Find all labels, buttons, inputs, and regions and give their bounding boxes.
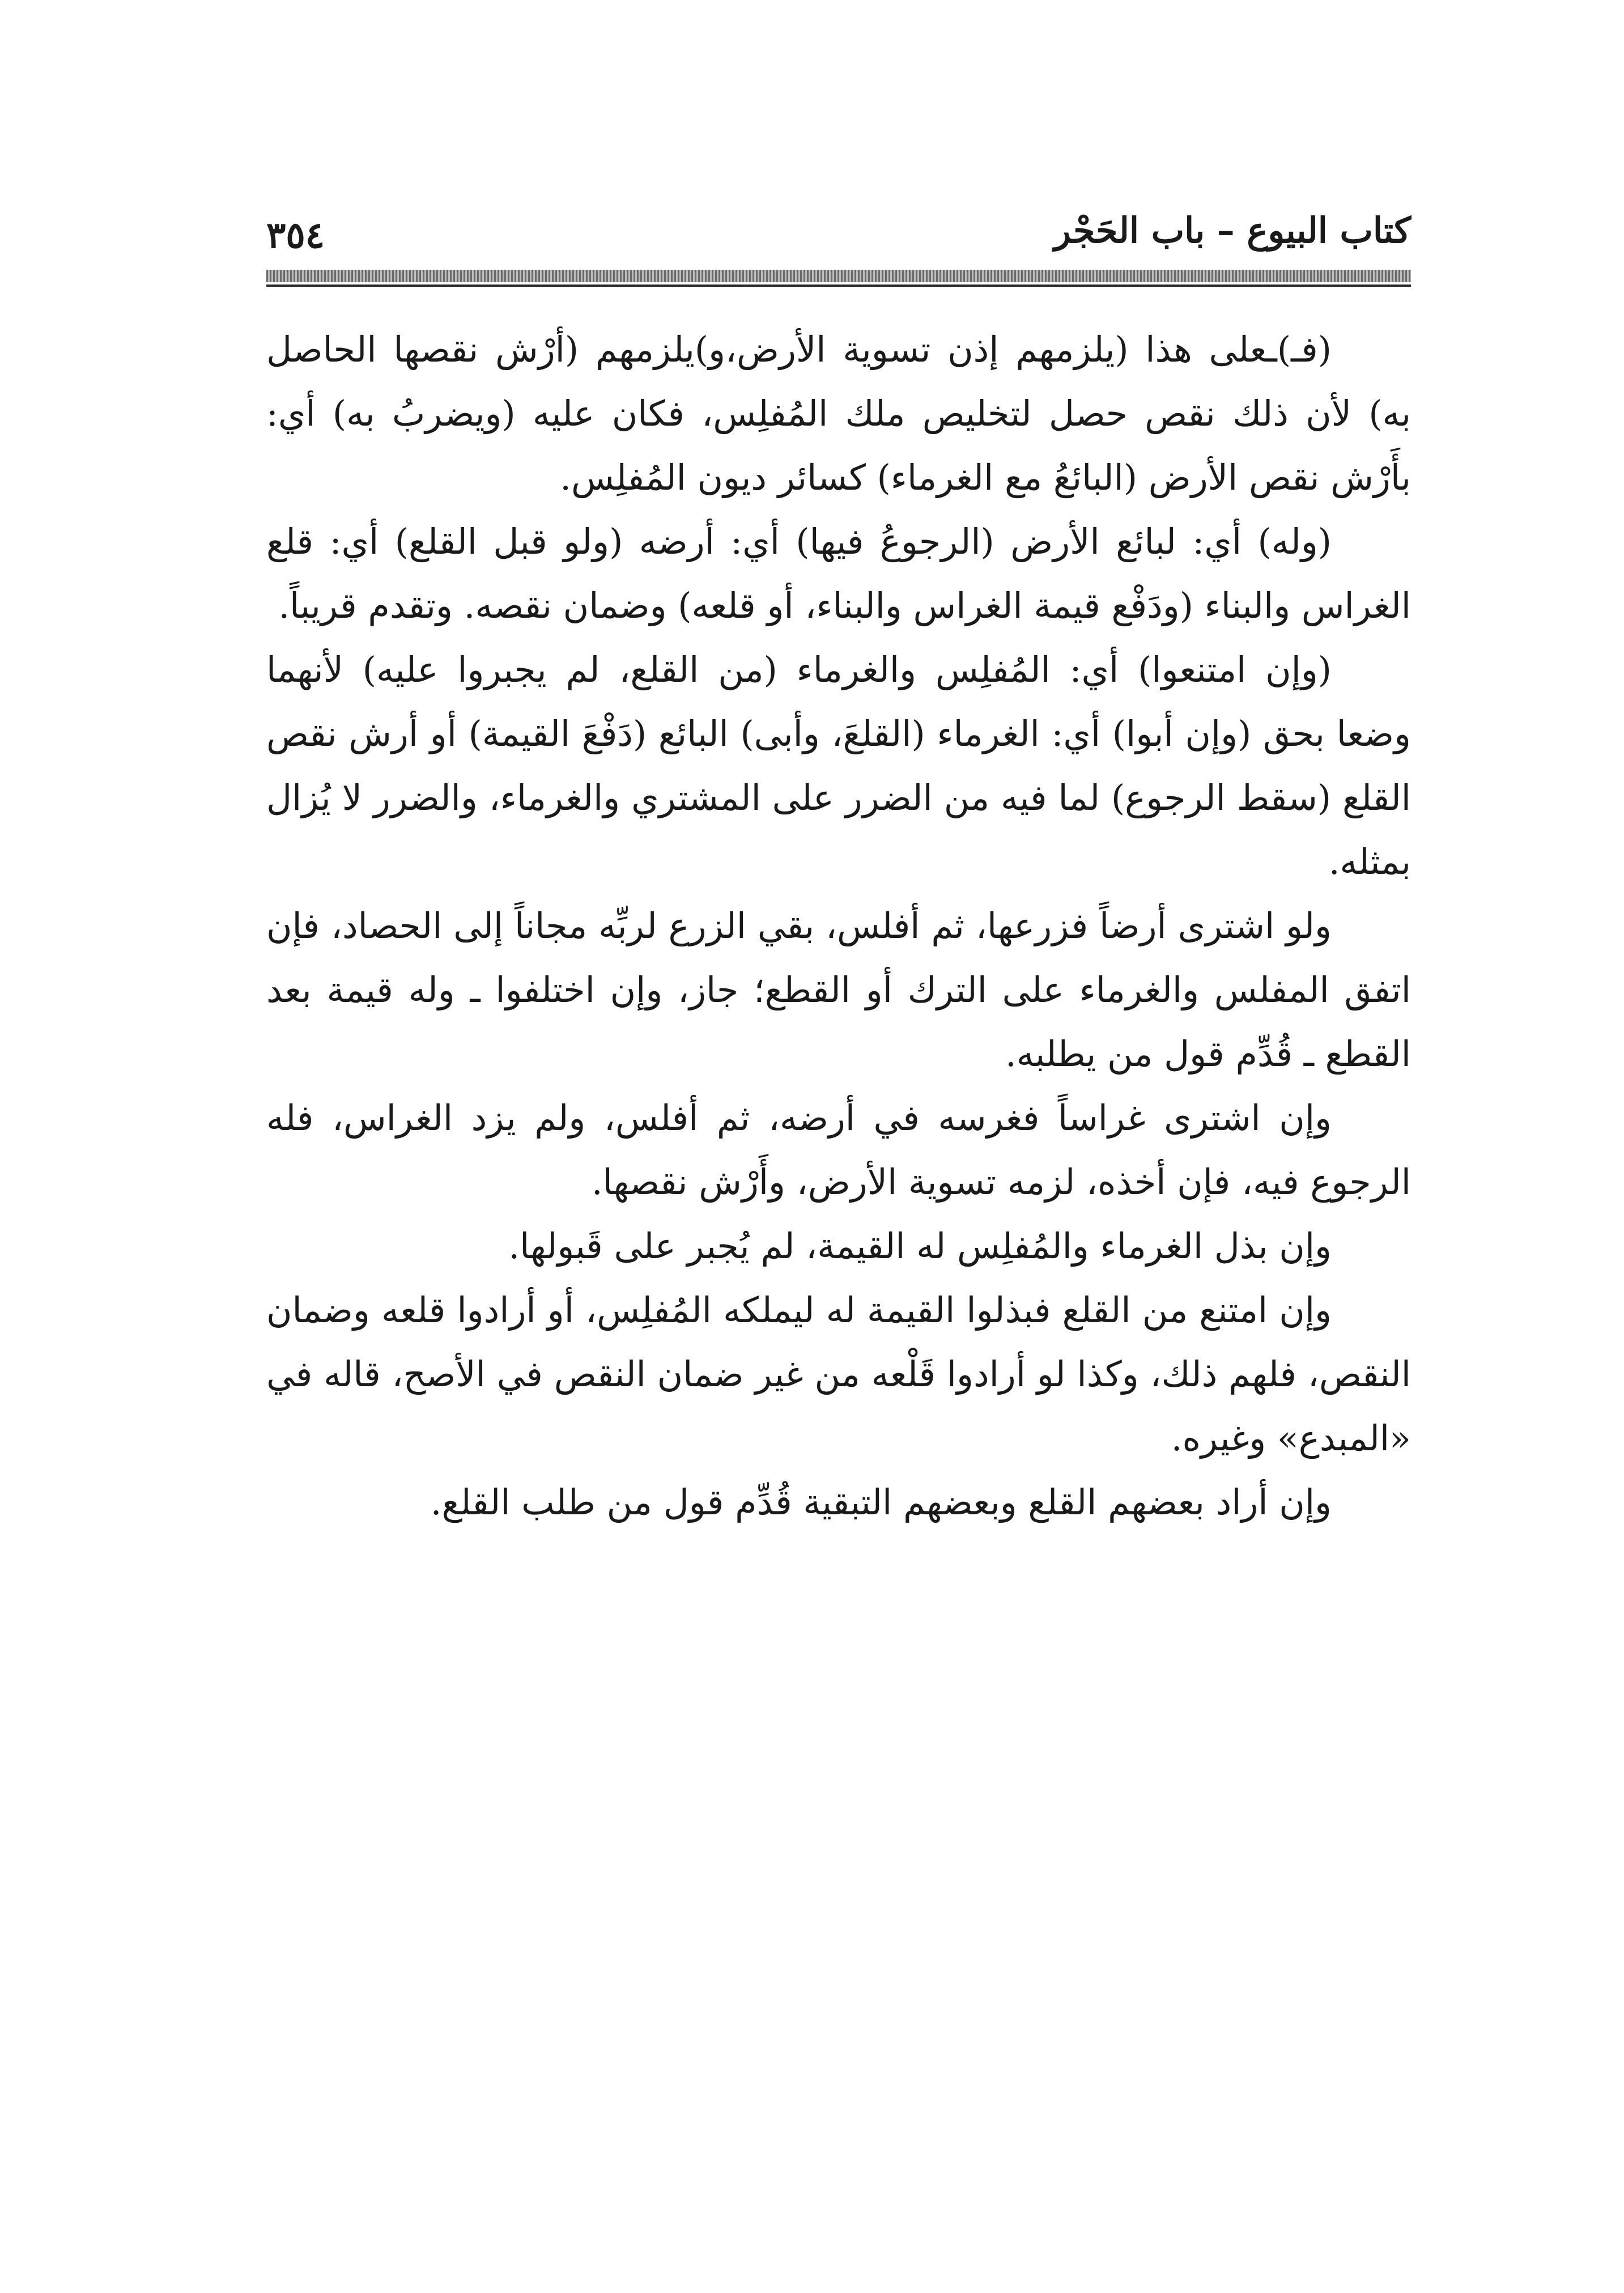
paragraph-7: وإن امتنع من القلع فبذلوا القيمة له ليملكه المُفلِس، أو أرادوا قلعه وضمان النقص، فلهم ذلك، وكذا لو أرادوا قَلْعه من غير ضمان النقص في الأصح، قاله في «المبدع» وغيره.	[266, 1289, 1411, 1459]
running-header	[266, 204, 1411, 266]
paragraph-4: ولو اشترى أرضاً فزرعها، ثم أفلس، بقي الزرع لربِّه مجاناً إلى الحصاد، فإن اتفق المفلس والغرماء على الترك أو القطع؛ جاز، وإن اختلفوا ـ وله قيمة بعد القطع ـ قُدِّم قول من يطلبه.	[266, 905, 1411, 1075]
paragraph-8: وإن أراد بعضهم القلع وبعضهم التبقية قُدِّم قول من طلب القلع.	[430, 1481, 1332, 1523]
header-rule	[266, 270, 1411, 282]
paragraph-3: (وإن امتنعوا) أي: المُفلِس والغرماء (من القلع، لم يجبروا عليه) لأنهما وضعا بحق (وإن أبوا) أي: الغرماء (القلعَ، وأبى) البائع (دَفْعَ القيمة) أو أرش نقص القلع (سقط الرجوع) لما فيه من الضرر على المشتري والغرماء، والضرر لا يُزال بمثله.	[266, 649, 1411, 882]
header-rule-line	[266, 284, 1411, 287]
body-text	[266, 317, 1411, 1534]
paragraph-6: وإن بذل الغرماء والمُفلِس له القيمة، لم يُجبر على قَبولها.	[508, 1225, 1332, 1267]
paragraph-5: وإن اشترى غراساً فغرسه في أرضه، ثم أفلس، ولم يزد الغراس، فله الرجوع فيه، فإن أخذه، لزمه تسوية الأرض، وأَرْش نقصها.	[266, 1097, 1411, 1203]
header-title: كتاب البيوع – باب الحَجْر	[1053, 210, 1411, 251]
page-number: ٣٥٤	[266, 214, 325, 257]
paragraph-1: (فـ)ـعلى هذا (يلزمهم إذن تسوية الأرض،و)يلزمهم (أرْش نقصها الحاصل به) لأن ذلك نقص حصل لتخليص ملك المُفلِس، فكان عليه (ويضربُ به) أي: بأَرْش نقص الأرض (البائعُ مع الغرماء) كسائر ديون المُفلِس.	[266, 329, 1411, 498]
paragraph-2: (وله) أي: لبائع الأرض (الرجوعُ فيها) أي: أرضه (ولو قبل القلع) أي: قلع الغراس والبناء (ودَفْع قيمة الغراس والبناء، أو قلعه) وضمان نقصه. وتقدم قريباً.	[266, 521, 1411, 626]
